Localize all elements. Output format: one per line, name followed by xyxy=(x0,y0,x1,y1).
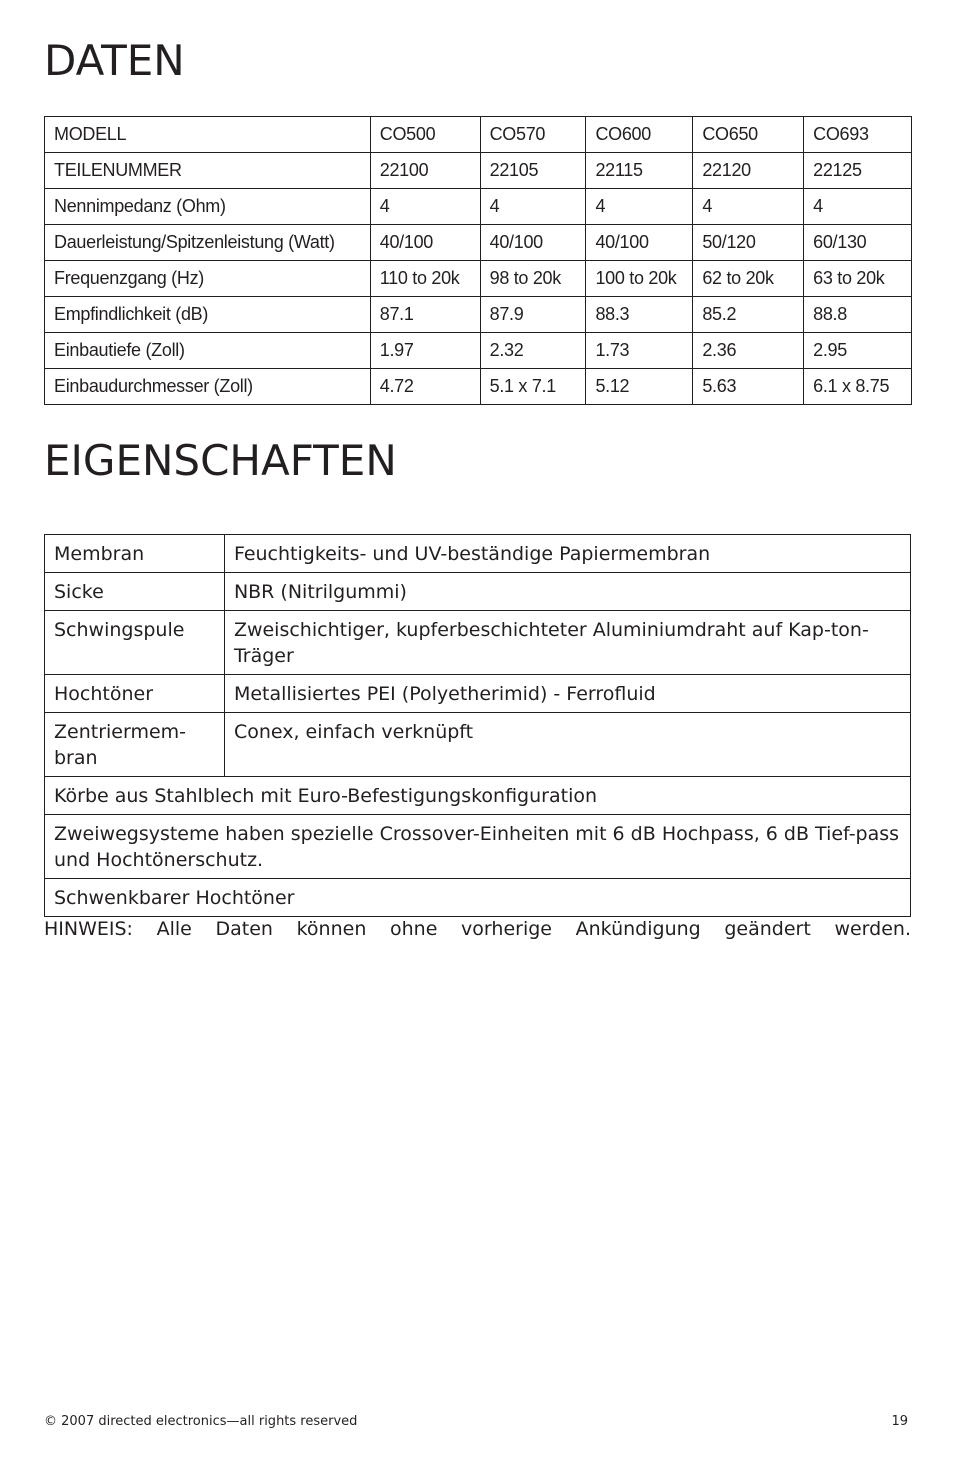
property-full-text: Zweiwegsysteme haben spezielle Crossover-Einheiten mit 6 dB Hochpass, 6 dB Tief-pass und Hochtönerschutz. xyxy=(45,815,911,879)
specs-table xyxy=(44,116,912,405)
property-full-text: Schwenkbarer Hochtöner xyxy=(45,879,911,917)
section-title-eigenschaften: EIGENSCHAFTEN xyxy=(44,436,397,485)
specs-row xyxy=(45,369,912,405)
property-row xyxy=(45,535,911,573)
specs-cell: 4 xyxy=(586,189,693,225)
specs-cell: 87.1 xyxy=(370,297,480,333)
specs-row xyxy=(45,297,912,333)
specs-cell: 40/100 xyxy=(370,225,480,261)
specs-cell: 22115 xyxy=(586,153,693,189)
specs-cell: CO650 xyxy=(693,117,804,153)
specs-row xyxy=(45,225,912,261)
property-row xyxy=(45,713,911,777)
specs-cell: 110 to 20k xyxy=(370,261,480,297)
property-label: Zentriermem-bran xyxy=(45,713,225,777)
specs-cell: 2.95 xyxy=(804,333,912,369)
specs-row xyxy=(45,189,912,225)
specs-cell: 40/100 xyxy=(480,225,586,261)
specs-cell: 2.36 xyxy=(693,333,804,369)
specs-cell: 4 xyxy=(693,189,804,225)
property-full-text: Körbe aus Stahlblech mit Euro-Befestigungskonfiguration xyxy=(45,777,911,815)
specs-row-label: Einbaudurchmesser (Zoll) xyxy=(45,369,371,405)
specs-row xyxy=(45,153,912,189)
property-value: Zweischichtiger, kupferbeschichteter Aluminiumdraht auf Kap-ton-Träger xyxy=(224,611,910,675)
specs-row-label: TEILENUMMER xyxy=(45,153,371,189)
specs-cell: 62 to 20k xyxy=(693,261,804,297)
specs-row-label: MODELL xyxy=(45,117,371,153)
property-full-row xyxy=(45,815,911,879)
specs-row-label: Frequenzgang (Hz) xyxy=(45,261,371,297)
specs-cell: 63 to 20k xyxy=(804,261,912,297)
specs-cell: 5.1 x 7.1 xyxy=(480,369,586,405)
specs-cell: 88.8 xyxy=(804,297,912,333)
property-label: Membran xyxy=(45,535,225,573)
specs-cell: 4 xyxy=(370,189,480,225)
specs-cell: 2.32 xyxy=(480,333,586,369)
specs-cell: 1.73 xyxy=(586,333,693,369)
section-title-daten: DATEN xyxy=(44,36,185,85)
specs-row-label: Einbautiefe (Zoll) xyxy=(45,333,371,369)
specs-row xyxy=(45,261,912,297)
specs-cell: 50/120 xyxy=(693,225,804,261)
specs-row-label: Empfindlichkeit (dB) xyxy=(45,297,371,333)
specs-row xyxy=(45,117,912,153)
specs-cell: CO570 xyxy=(480,117,586,153)
specs-cell: 22125 xyxy=(804,153,912,189)
specs-cell: 4.72 xyxy=(370,369,480,405)
specs-cell: CO600 xyxy=(586,117,693,153)
specs-cell: 87.9 xyxy=(480,297,586,333)
property-value: NBR (Nitrilgummi) xyxy=(224,573,910,611)
property-full-row xyxy=(45,777,911,815)
note-text: HINWEIS: Alle Daten können ohne vorherige Ankündigung geändert werden. xyxy=(44,918,911,940)
property-label: Schwingspule xyxy=(45,611,225,675)
specs-cell: 5.12 xyxy=(586,369,693,405)
specs-cell: CO693 xyxy=(804,117,912,153)
specs-cell: 100 to 20k xyxy=(586,261,693,297)
specs-cell: 1.97 xyxy=(370,333,480,369)
specs-cell: 6.1 x 8.75 xyxy=(804,369,912,405)
property-value: Feuchtigkeits- und UV-beständige Papiermembran xyxy=(224,535,910,573)
specs-cell: CO500 xyxy=(370,117,480,153)
specs-cell: 4 xyxy=(804,189,912,225)
specs-row-label: Nennimpedanz (Ohm) xyxy=(45,189,371,225)
specs-cell: 60/130 xyxy=(804,225,912,261)
property-row xyxy=(45,611,911,675)
specs-row-label: Dauerleistung/Spitzenleistung (Watt) xyxy=(45,225,371,261)
specs-cell: 22120 xyxy=(693,153,804,189)
specs-cell: 22105 xyxy=(480,153,586,189)
specs-cell: 98 to 20k xyxy=(480,261,586,297)
property-label: Hochtöner xyxy=(45,675,225,713)
specs-cell: 40/100 xyxy=(586,225,693,261)
specs-cell: 85.2 xyxy=(693,297,804,333)
property-row xyxy=(45,675,911,713)
footer-copyright: © 2007 directed electronics—all rights reserved xyxy=(44,1414,358,1429)
page-number: 19 xyxy=(891,1414,908,1429)
property-full-row xyxy=(45,879,911,917)
property-value: Conex, einfach verknüpft xyxy=(224,713,910,777)
properties-table xyxy=(44,534,911,917)
specs-cell: 88.3 xyxy=(586,297,693,333)
specs-cell: 4 xyxy=(480,189,586,225)
property-value: Metallisiertes PEI (Polyetherimid) - Ferrofluid xyxy=(224,675,910,713)
specs-cell: 22100 xyxy=(370,153,480,189)
property-row xyxy=(45,573,911,611)
specs-row xyxy=(45,333,912,369)
specs-cell: 5.63 xyxy=(693,369,804,405)
property-label: Sicke xyxy=(45,573,225,611)
